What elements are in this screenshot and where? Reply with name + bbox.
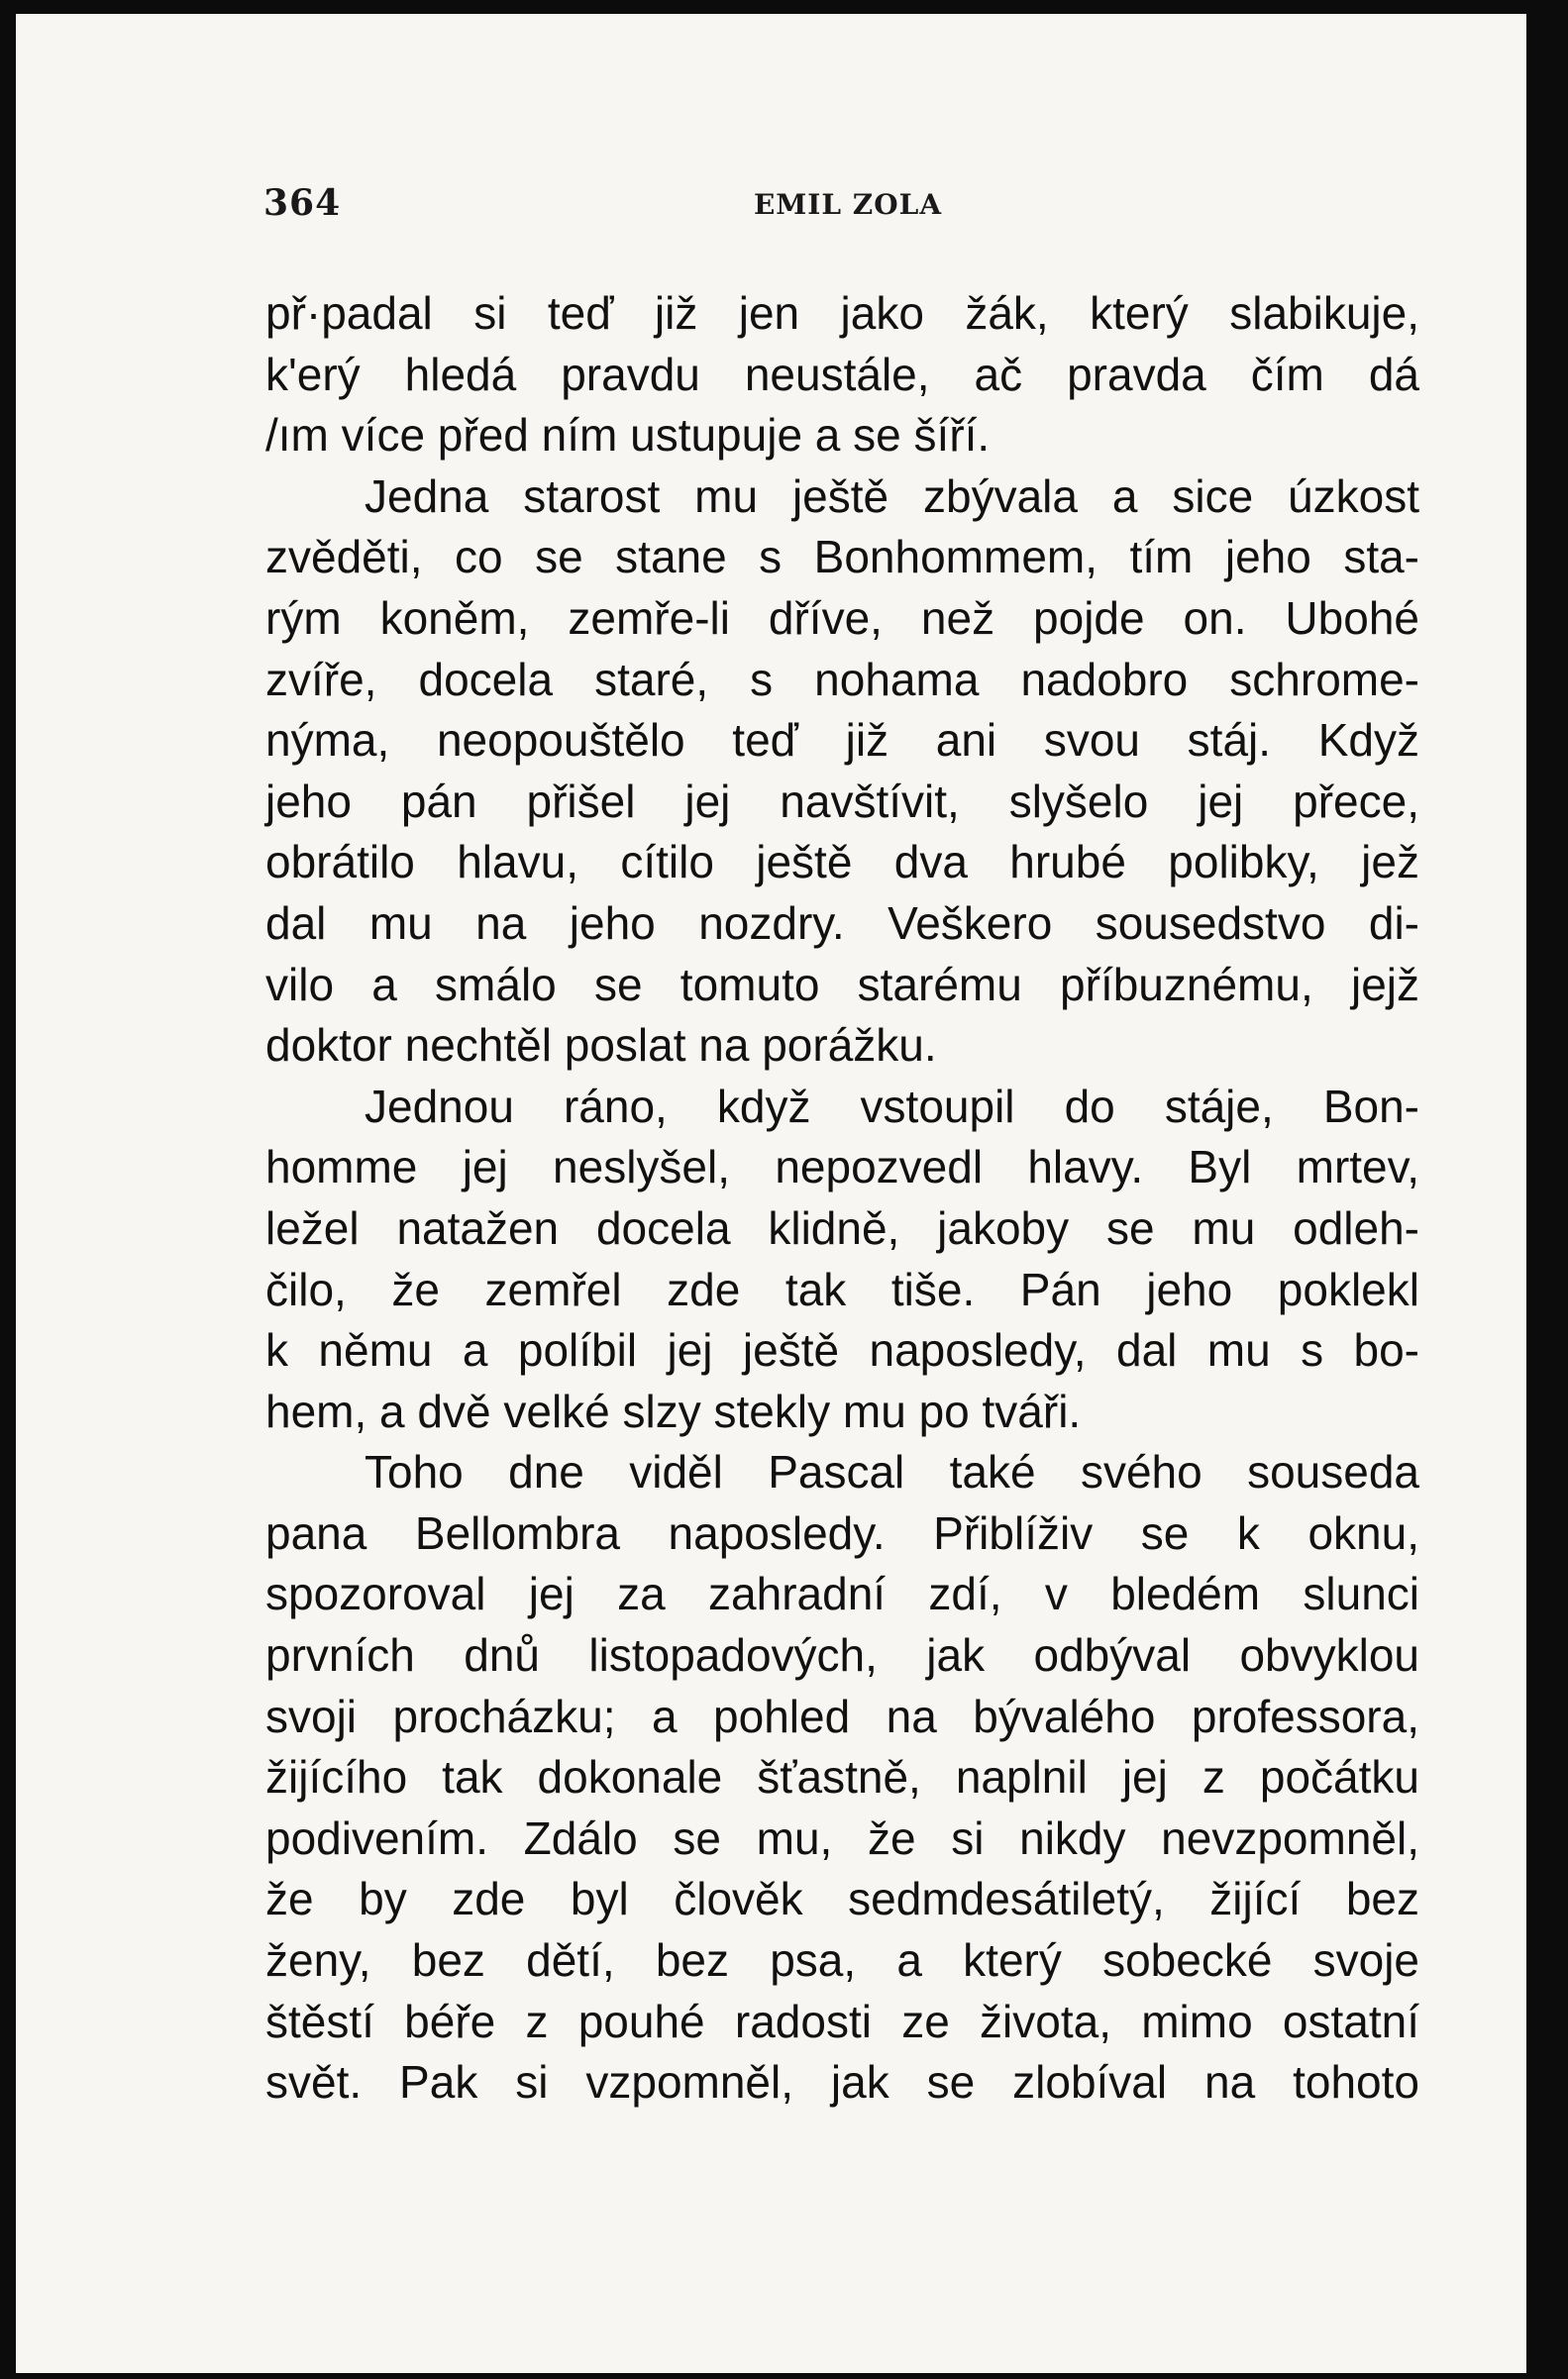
text-line: /ım více před ním ustupuje a se šíří. [265,409,991,462]
page-header [263,182,1432,242]
text-line: Jednou ráno, když vstoupil do stáje, Bon- [365,1080,1419,1132]
text-line: př·padal si teď již jen jako žák, který slabikuje, [265,287,1419,339]
text-line: rým koněm, zemře-li dříve, než pojde on. Ubohé [265,591,1419,644]
text-line: štěstí béře z pouhé radosti ze života, mimo ostatní [265,1995,1419,2047]
text-line: Toho dne viděl Pascal také svého souseda [365,1446,1419,1499]
text-line: ženy, bez dětí, bez psa, a který sobecké svoje [265,1934,1419,1987]
text-line: jeho pán přišel jej navštívit, slyšelo jej přece, [265,775,1419,827]
text-line: ležel natažen docela klidně, jakoby se mu odleh- [265,1201,1419,1254]
text-line: zvěděti, co se stane s Bonhommem, tím jeho sta- [265,531,1419,583]
page-number: 364 [263,182,342,224]
text-line: že by zde byl člověk sedmdesátiletý, žijící bez [265,1873,1419,1925]
text-line: homme jej neslyšel, nepozvedl hlavy. Byl mrtev, [265,1141,1419,1193]
text-line: obrátilo hlavu, cítilo ještě dva hrubé polibky, jež [265,836,1419,888]
text-line: k němu a políbil jej ještě naposledy, dal mu s bo- [265,1324,1419,1377]
text-line: zvíře, docela staré, s nohama nadobro schrome- [265,653,1419,705]
text-line: svět. Pak si vzpomněl, jak se zlobíval na tohoto [265,2056,1419,2109]
body-text [265,283,1419,2114]
text-line: žijícího tak dokonale šťastně, naplnil jej z počátku [265,1751,1419,1804]
text-line: nýma, neopouštělo teď již ani svou stáj. Když [265,714,1419,767]
text-line: svoji procházku; a pohled na bývalého professora, [265,1690,1419,1742]
text-line: dal mu na jeho nozdry. Veškero sousedstvo di- [265,896,1419,949]
book-page [16,14,1526,2373]
text-line: doktor nechtěl poslat na porážku. [265,1019,937,1072]
running-head: EMIL ZOLA [753,188,943,221]
text-line: k'erý hledá pravdu neustále, ač pravda čím dá [265,348,1419,400]
text-line: vilo a smálo se tomuto starému příbuznému, jejž [265,958,1419,1010]
text-line: spozoroval jej za zahradní zdí, v bledém slunci [265,1568,1419,1620]
text-line: prvních dnů listopadových, jak odbýval obvyklou [265,1629,1419,1682]
text-line: Jedna starost mu ještě zbývala a sice úzkost [365,469,1419,522]
text-line: hem, a dvě velké slzy stekly mu po tváři. [265,1385,1082,1437]
text-line: pana Bellombra naposledy. Přiblíživ se k oknu, [265,1506,1419,1559]
text-line: podivením. Zdálo se mu, že si nikdy nevzpomněl, [265,1811,1419,1864]
text-line: čilo, že zemřel zde tak tiše. Pán jeho poklekl [265,1263,1419,1315]
